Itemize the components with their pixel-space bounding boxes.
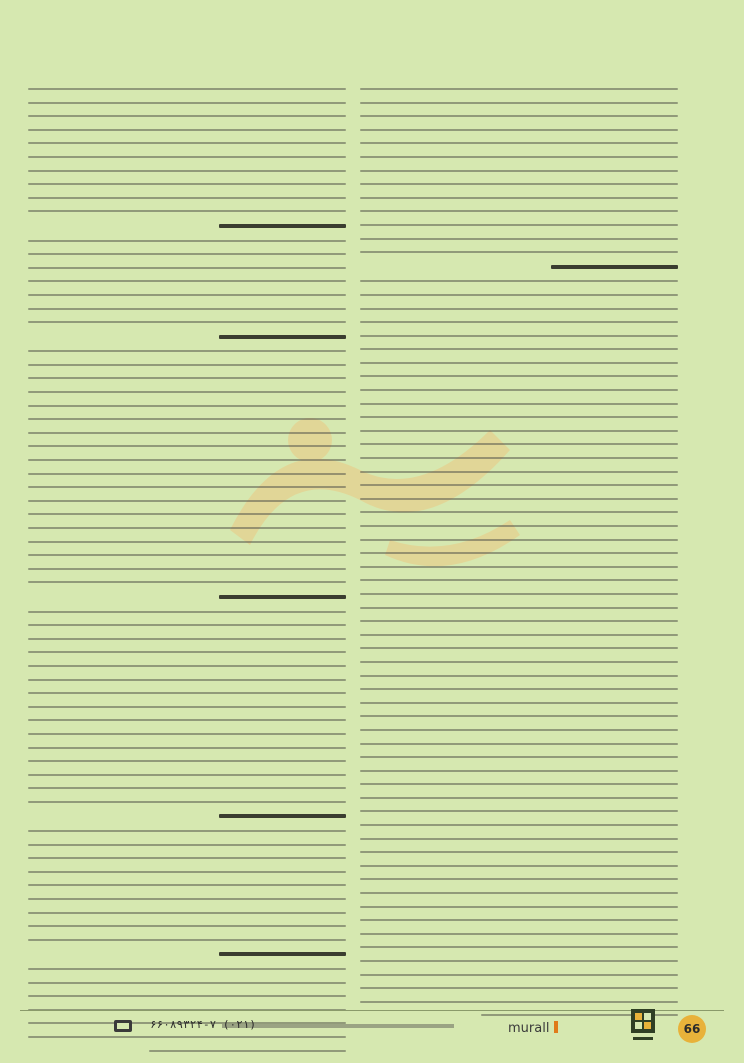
text-line [360, 321, 678, 323]
text-line [360, 797, 678, 799]
text-line [28, 142, 346, 144]
text-line [28, 581, 346, 583]
text-line [360, 946, 678, 948]
text-line [360, 919, 678, 921]
text-line [28, 665, 346, 667]
text-line [360, 620, 678, 622]
text-line [360, 552, 678, 554]
text-line [28, 871, 346, 873]
article-column-right [360, 88, 678, 1028]
text-line [360, 457, 678, 459]
text-line [28, 760, 346, 762]
text-line [28, 801, 346, 803]
text-line [360, 362, 678, 364]
text-line [360, 375, 678, 377]
text-line [360, 838, 678, 840]
text-line [360, 743, 678, 745]
text-line [28, 129, 346, 131]
heading-line [219, 224, 346, 228]
text-line [360, 142, 678, 144]
phone-number: ۶۶۰۸۹۳۲۴-۷ (۰۲۱) [150, 1018, 256, 1031]
text-line [360, 688, 678, 690]
text-line [360, 715, 678, 717]
text-line [360, 210, 678, 212]
text-line [360, 702, 678, 704]
text-line [360, 115, 678, 117]
text-line [28, 706, 346, 708]
text-line [28, 473, 346, 475]
text-line [28, 733, 346, 735]
text-line [360, 416, 678, 418]
text-line [360, 770, 678, 772]
text-line [360, 183, 678, 185]
text-line [360, 607, 678, 609]
text-line [28, 210, 346, 212]
text-line [28, 445, 346, 447]
text-line [360, 783, 678, 785]
text-line [360, 170, 678, 172]
text-line [28, 912, 346, 914]
text-line [28, 183, 346, 185]
text-line [28, 925, 346, 927]
text-line [28, 88, 346, 90]
text-line [28, 787, 346, 789]
murall-logo [508, 1018, 560, 1036]
brand-logo-icon [628, 1006, 658, 1046]
text-line [28, 1036, 346, 1038]
text-line [28, 692, 346, 694]
text-line [28, 651, 346, 653]
text-line [28, 939, 346, 941]
text-line [28, 830, 346, 832]
text-line [360, 348, 678, 350]
text-line [28, 102, 346, 104]
text-line [360, 389, 678, 391]
text-line [360, 539, 678, 541]
text-line [28, 624, 346, 626]
text-line [360, 129, 678, 131]
text-line [360, 974, 678, 976]
text-line [28, 156, 346, 158]
text-line [360, 729, 678, 731]
text-line [28, 884, 346, 886]
text-line [360, 88, 678, 90]
text-line [360, 498, 678, 500]
text-line [28, 432, 346, 434]
heading-line [551, 265, 678, 269]
text-line [28, 968, 346, 970]
heading-line [219, 952, 346, 956]
text-line [28, 364, 346, 366]
text-line [360, 484, 678, 486]
text-line [28, 253, 346, 255]
text-line [28, 747, 346, 749]
text-line [360, 661, 678, 663]
text-line [360, 634, 678, 636]
text-line [360, 430, 678, 432]
text-line [360, 851, 678, 853]
text-line [360, 593, 678, 595]
text-line [28, 774, 346, 776]
text-line [360, 280, 678, 282]
text-line [28, 459, 346, 461]
text-line [360, 892, 678, 894]
text-line [28, 418, 346, 420]
heading-line [219, 335, 346, 339]
text-line [360, 906, 678, 908]
text-line [360, 647, 678, 649]
text-line [360, 579, 678, 581]
text-line [28, 844, 346, 846]
text-line [28, 197, 346, 199]
text-line [360, 102, 678, 104]
text-line [28, 294, 346, 296]
text-line [360, 525, 678, 527]
footer-divider [20, 1010, 724, 1011]
text-line [28, 554, 346, 556]
text-line [28, 857, 346, 859]
text-line [360, 156, 678, 158]
article-column-left [28, 88, 346, 1063]
text-line [360, 308, 678, 310]
text-line [28, 350, 346, 352]
text-line [28, 568, 346, 570]
text-line [360, 987, 678, 989]
text-line [360, 675, 678, 677]
text-line [360, 1001, 678, 1003]
phone-icon [114, 1020, 132, 1032]
text-line [28, 170, 346, 172]
text-line [28, 377, 346, 379]
text-line [360, 865, 678, 867]
text-line [28, 321, 346, 323]
text-line [28, 898, 346, 900]
heading-line [219, 595, 346, 599]
text-line [360, 443, 678, 445]
heading-line [219, 814, 346, 818]
text-line [360, 335, 678, 337]
text-line [28, 638, 346, 640]
text-line [360, 471, 678, 473]
text-line [28, 982, 346, 984]
text-line [28, 240, 346, 242]
slogan-placeholder [222, 1024, 454, 1028]
text-line [360, 933, 678, 935]
text-line [360, 238, 678, 240]
text-line [360, 197, 678, 199]
text-line [360, 756, 678, 758]
page-number: 66 [678, 1015, 706, 1043]
text-line [28, 611, 346, 613]
text-line [360, 224, 678, 226]
text-line [28, 267, 346, 269]
text-line [149, 1050, 346, 1052]
text-line [28, 679, 346, 681]
text-line [360, 403, 678, 405]
text-line [28, 486, 346, 488]
text-line [28, 115, 346, 117]
text-line [360, 810, 678, 812]
text-line [28, 527, 346, 529]
text-line [360, 960, 678, 962]
text-line [28, 719, 346, 721]
text-line [360, 824, 678, 826]
text-line [28, 308, 346, 310]
text-line [360, 566, 678, 568]
text-line [360, 251, 678, 253]
text-line [360, 878, 678, 880]
text-line [28, 500, 346, 502]
text-line [28, 513, 346, 515]
text-line [28, 995, 346, 997]
svg-text:murall: murall [508, 1021, 550, 1036]
text-line [28, 391, 346, 393]
text-line [360, 294, 678, 296]
text-line [360, 511, 678, 513]
text-line [28, 280, 346, 282]
text-line [28, 541, 346, 543]
text-line [28, 405, 346, 407]
